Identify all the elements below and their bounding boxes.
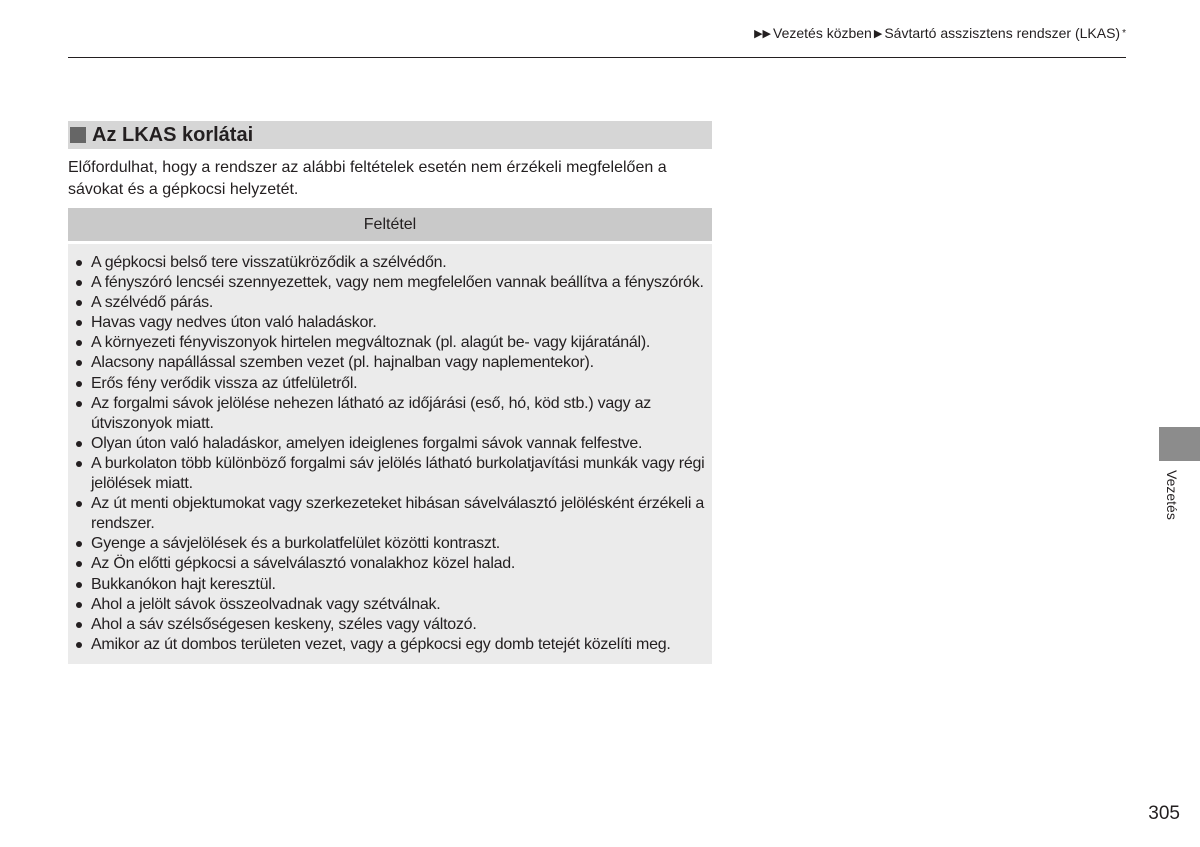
condition-item: Ahol a sáv szélsőségesen keskeny, széles vagy változó. bbox=[76, 615, 711, 635]
chapter-tab[interactable] bbox=[1159, 427, 1200, 461]
breadcrumb-item-chapter[interactable]: Vezetés közben bbox=[773, 25, 872, 41]
condition-item: Gyenge a sávjelölések és a burkolatfelület közötti kontraszt. bbox=[76, 534, 711, 554]
condition-item: Havas vagy nedves úton való haladáskor. bbox=[76, 313, 711, 333]
condition-item: A gépkocsi belső tere visszatükröződik a szélvédőn. bbox=[76, 253, 711, 273]
header-divider bbox=[68, 57, 1126, 58]
breadcrumb bbox=[754, 25, 1126, 41]
table-header bbox=[68, 208, 712, 241]
square-bullet-icon bbox=[70, 127, 86, 143]
arrow-icon: ▶ bbox=[873, 27, 883, 40]
condition-item: Amikor az út dombos területen vezet, vagy a gépkocsi egy domb tetejét közelíti meg. bbox=[76, 635, 711, 655]
condition-item: A fényszóró lencséi szennyezettek, vagy nem megfelelően vannak beállítva a fényszórók. bbox=[76, 273, 711, 293]
condition-item: A szélvédő párás. bbox=[76, 293, 711, 313]
section-title: Az LKAS korlátai bbox=[92, 123, 254, 146]
condition-item: A burkolaton több különböző forgalmi sáv jelölés látható burkolatjavítási munkák vagy régi jelölések miatt. bbox=[76, 454, 711, 494]
condition-item: Olyan úton való haladáskor, amelyen ideiglenes forgalmi sávok vannak felfestve. bbox=[76, 434, 711, 454]
breadcrumb-item-topic[interactable]: Sávtartó asszisztens rendszer (LKAS) bbox=[884, 25, 1121, 41]
table-header-label: Feltétel bbox=[363, 215, 417, 233]
conditions-list bbox=[68, 244, 712, 655]
condition-item: Alacsony napállással szemben vezet (pl. hajnalban vagy naplementekor). bbox=[76, 353, 711, 373]
condition-item: Az út menti objektumokat vagy szerkezeteket hibásan sávelválasztó jelölésként érzékeli a rendszer. bbox=[76, 494, 711, 534]
page-number: 305 bbox=[1148, 803, 1180, 824]
condition-item: Bukkanókon hajt keresztül. bbox=[76, 575, 711, 595]
intro-paragraph: Előfordulhat, hogy a rendszer az alábbi feltételek esetén nem érzékeli megfelelően a sávokat és a gépkocsi helyzetét. bbox=[68, 159, 667, 198]
breadcrumb-marker: * bbox=[1122, 27, 1126, 39]
chapter-tab-label: Vezetés bbox=[1164, 470, 1180, 520]
condition-item: Ahol a jelölt sávok összeolvadnak vagy szétválnak. bbox=[76, 595, 711, 615]
condition-item: Az Ön előtti gépkocsi a sávelválasztó vonalakhoz közel halad. bbox=[76, 554, 711, 574]
double-arrow-icon: ▶▶ bbox=[754, 27, 771, 40]
condition-item: Erős fény verődik vissza az útfelületről. bbox=[76, 374, 711, 394]
condition-item: Az forgalmi sávok jelölése nehezen látható az időjárási (eső, hó, köd stb.) vagy az útviszonyok miatt. bbox=[76, 394, 711, 434]
section-heading bbox=[68, 121, 712, 149]
conditions-table-body bbox=[68, 244, 712, 664]
condition-item: A környezeti fényviszonyok hirtelen megváltoznak (pl. alagút be- vagy kijáratánál). bbox=[76, 333, 711, 353]
